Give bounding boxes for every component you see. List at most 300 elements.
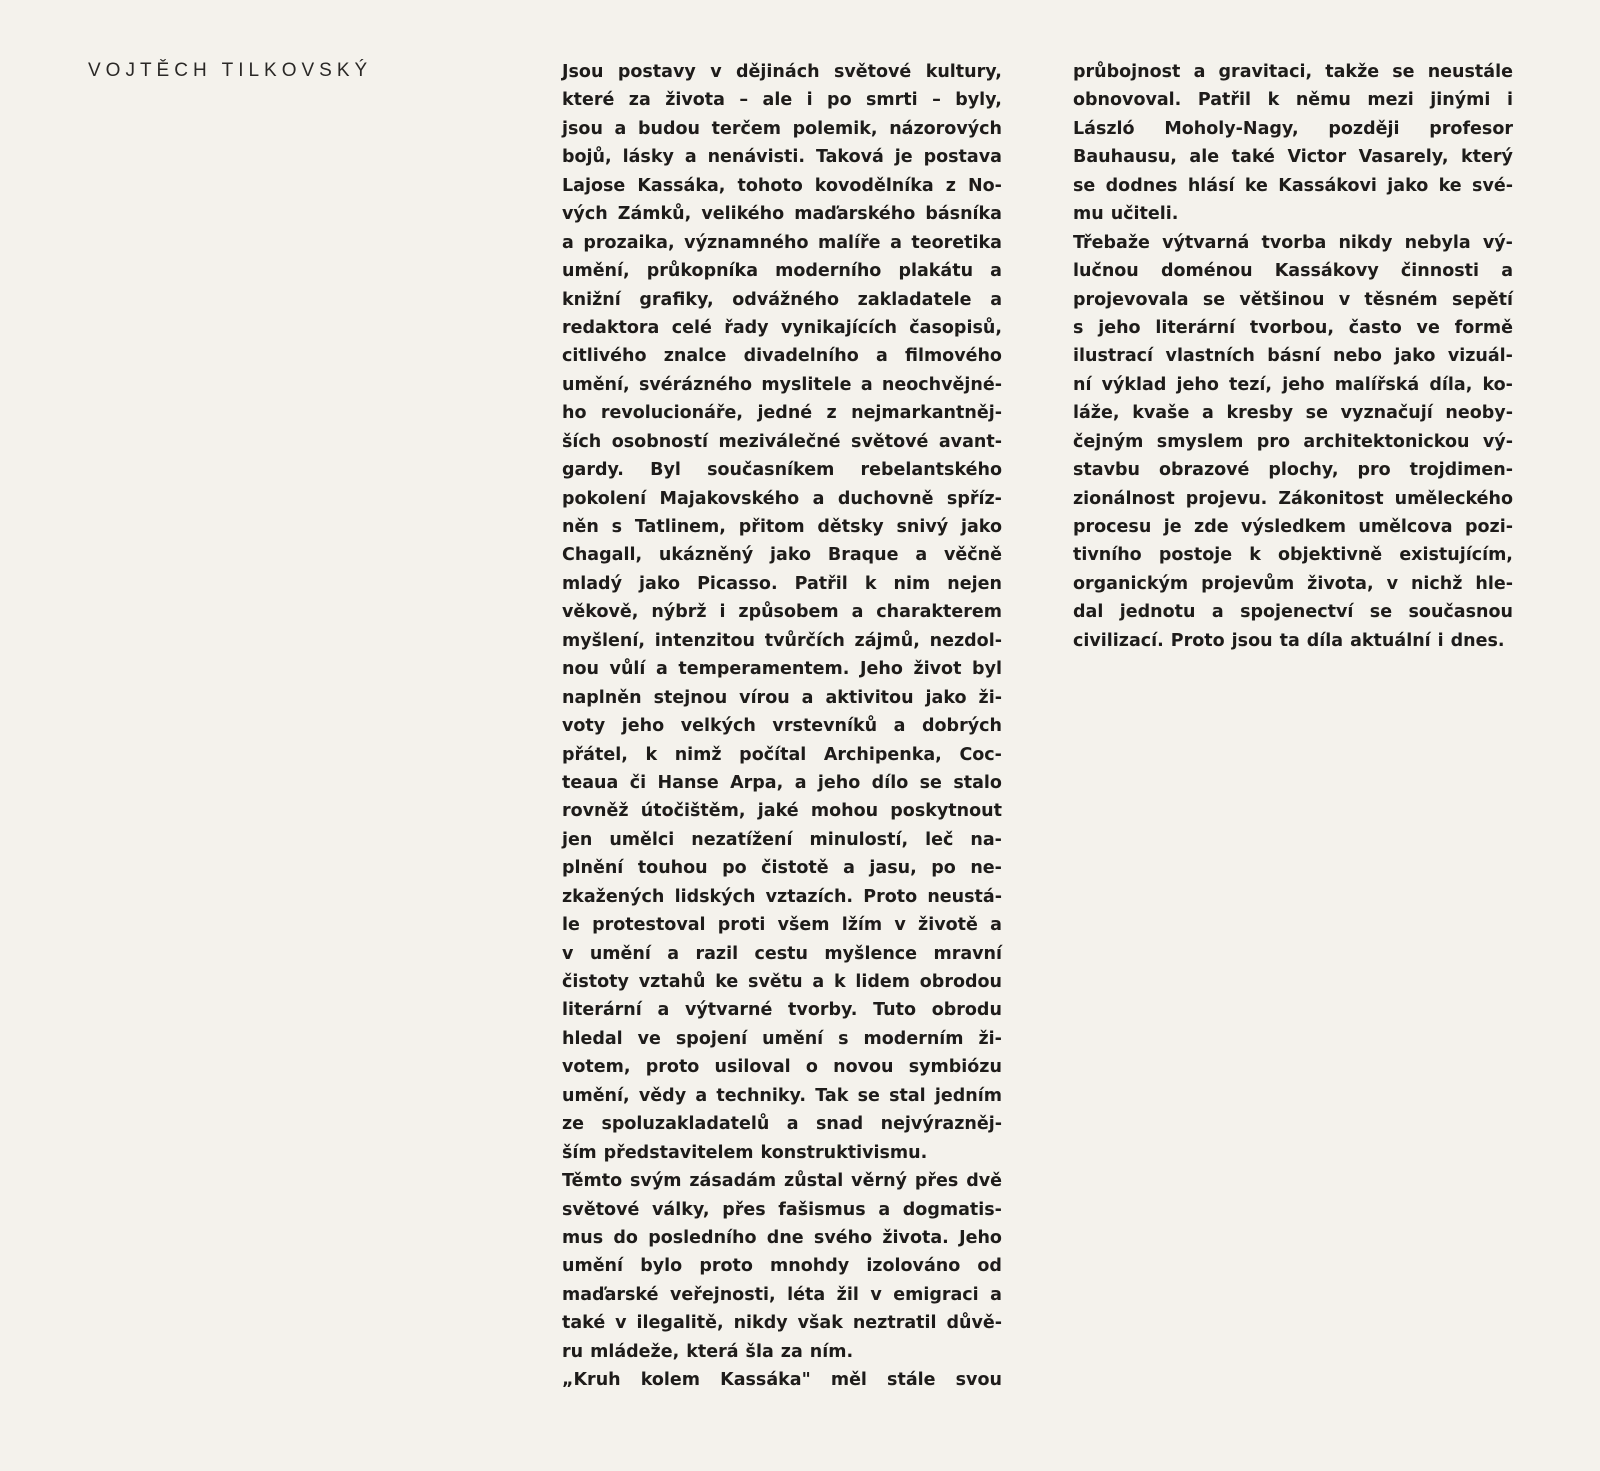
word: věkově, — [562, 602, 639, 623]
word: izolováno — [866, 1256, 961, 1277]
word: vyznačují — [1340, 403, 1433, 424]
word: současníkem — [707, 460, 835, 481]
word: revolucionáře, — [600, 403, 744, 424]
word: svého — [813, 1227, 873, 1248]
word: jeho — [1098, 317, 1141, 338]
word: zkažených — [562, 886, 665, 907]
word: lidem — [855, 972, 910, 992]
word: čistotě — [761, 858, 829, 879]
word: který — [1461, 147, 1513, 168]
word: redaktora — [562, 317, 660, 338]
word: neochvějné- — [881, 374, 1002, 395]
word: Majakovského — [659, 488, 800, 509]
word: ži- — [978, 1028, 1002, 1049]
word: se — [1305, 403, 1328, 424]
word: nimž — [674, 744, 722, 765]
word: zionálnost — [1073, 488, 1175, 509]
word: Jeho — [959, 1227, 1002, 1248]
word: vztazích. — [765, 886, 854, 907]
word: mohou — [810, 801, 879, 822]
text-line — [1073, 286, 1513, 314]
word: cestu — [754, 943, 808, 964]
word: Těmto — [562, 1171, 623, 1192]
word: a — [843, 858, 855, 879]
word: však — [797, 1313, 843, 1334]
word: posledního — [648, 1227, 757, 1248]
word: trojdimen- — [1409, 460, 1513, 481]
word: jsou — [1231, 630, 1273, 651]
word: se — [1392, 62, 1415, 82]
word: a — [1193, 62, 1206, 82]
word: jako — [960, 517, 1002, 537]
word: a — [562, 232, 574, 253]
word: a — [812, 488, 825, 509]
word: filmového — [904, 346, 1002, 367]
word: nezdol- — [929, 630, 1002, 651]
word: a — [801, 687, 814, 708]
word: jako — [1394, 346, 1436, 367]
word: které — [562, 90, 615, 111]
word: díla — [1306, 630, 1344, 651]
word: a — [990, 915, 1002, 936]
word: k — [1267, 90, 1280, 111]
word: snad — [815, 1114, 864, 1135]
text-line — [1073, 541, 1513, 569]
word: neustále — [1427, 62, 1513, 82]
text-line — [562, 115, 1002, 143]
word: výtvarná — [1162, 232, 1250, 253]
word: mezi — [1367, 90, 1414, 111]
word: své- — [1472, 175, 1513, 196]
word: gardy. — [562, 460, 624, 481]
text-line — [1073, 570, 1513, 598]
word: emigraci — [893, 1284, 979, 1305]
word: Tak — [815, 1085, 849, 1106]
word: učiteli. — [1110, 204, 1179, 225]
word: malíře — [818, 232, 881, 253]
word: a — [614, 118, 627, 139]
word: postoje — [1158, 545, 1233, 566]
text-line — [1073, 115, 1513, 143]
text-line — [1073, 86, 1513, 114]
word: a — [656, 659, 668, 680]
word: vých — [562, 204, 608, 225]
word: jeho — [621, 716, 665, 737]
word: Tuto — [873, 1000, 917, 1021]
text-line — [562, 257, 1002, 285]
word: stále — [887, 1370, 936, 1391]
word: ve — [637, 1028, 661, 1049]
word: činnosti — [1400, 261, 1480, 282]
word: a — [667, 943, 680, 964]
word: ke — [1438, 175, 1462, 196]
word: mnohdy — [770, 1256, 850, 1277]
word: pro — [1357, 460, 1391, 481]
word: ilustrací — [1073, 346, 1154, 367]
word: snivý — [896, 517, 949, 537]
word: Patřil — [794, 573, 848, 594]
word: projevu. — [1185, 488, 1268, 509]
text-line — [562, 342, 1002, 370]
word: spojenectví — [1240, 602, 1354, 623]
word: znalce — [663, 346, 727, 367]
text-line — [562, 769, 1002, 797]
word: čistoty — [562, 972, 629, 992]
word: Arpa, — [730, 772, 784, 793]
word: životě — [918, 915, 978, 936]
word: Kassáka, — [637, 175, 726, 196]
word: a — [1202, 403, 1214, 424]
word: lučnou — [1073, 261, 1139, 282]
word: měl — [830, 1370, 867, 1391]
word: která — [686, 1341, 739, 1362]
word: ke — [1244, 175, 1268, 196]
word: vlastních — [1165, 346, 1255, 367]
word: myšlení, — [562, 630, 646, 651]
word: Picasso. — [697, 573, 778, 594]
word: šla — [745, 1341, 774, 1362]
word: nezatížení — [691, 829, 793, 850]
text-line — [562, 1224, 1002, 1252]
word: přes — [914, 1171, 959, 1192]
word: básní — [1267, 346, 1321, 367]
word: ve — [1416, 317, 1440, 338]
word: László — [1073, 118, 1135, 139]
word: maďarského — [794, 204, 916, 225]
word: le — [562, 915, 580, 936]
word: plakátu — [898, 261, 974, 282]
word: jeho — [817, 772, 861, 793]
word: s — [838, 1028, 849, 1049]
word: celé — [671, 317, 712, 338]
word: neoby- — [1445, 403, 1513, 424]
word: ne- — [970, 858, 1002, 879]
text-line — [562, 1053, 1002, 1081]
text-line — [562, 1139, 1002, 1167]
word: významného — [684, 232, 809, 253]
text-line — [562, 883, 1002, 911]
word: veřejnosti, — [669, 1284, 776, 1305]
word: i — [1437, 630, 1444, 651]
word: projevům — [1201, 573, 1295, 594]
word: často — [1348, 317, 1402, 338]
word: do — [613, 1227, 638, 1248]
word: kresby — [1226, 403, 1293, 424]
word: i — [1506, 90, 1513, 111]
word: z — [826, 403, 837, 424]
word: a — [893, 716, 906, 737]
text-line — [1073, 371, 1513, 399]
text-line — [562, 1196, 1002, 1224]
word: a — [990, 289, 1002, 310]
text-line — [1073, 172, 1513, 200]
word: ta — [1279, 630, 1300, 651]
word: osobností — [611, 431, 708, 452]
text-line — [562, 513, 1002, 541]
word: Zámků, — [617, 204, 692, 225]
word: stalo — [953, 772, 1002, 793]
word: a — [684, 147, 697, 168]
word: v — [894, 915, 906, 936]
word: Tatlinem, — [634, 517, 726, 537]
text-line — [562, 485, 1002, 513]
word: díla, — [1429, 374, 1473, 395]
text-line — [562, 1281, 1002, 1309]
text-line — [562, 1252, 1002, 1280]
word: přátel, — [562, 744, 628, 765]
word: po — [722, 858, 747, 879]
text-line — [562, 86, 1002, 114]
word: se — [857, 1085, 880, 1106]
word: průbojnost — [1073, 62, 1181, 82]
word: k — [833, 972, 846, 992]
word: výtvarné — [684, 1000, 773, 1021]
word: světu — [748, 972, 803, 992]
word: s — [1073, 317, 1084, 338]
word: láže, — [1073, 403, 1120, 424]
word: ilegalitě, — [636, 1313, 724, 1334]
word: jen — [562, 829, 593, 850]
word: ukázněný — [658, 545, 754, 566]
word: s — [611, 517, 623, 537]
word: života — [665, 90, 725, 111]
word: grafiky, — [639, 289, 714, 310]
text-line — [562, 456, 1002, 484]
word: postava — [923, 147, 1002, 168]
word: Zákonitost — [1278, 488, 1384, 509]
word: v — [1386, 573, 1398, 594]
word: se — [1202, 289, 1226, 310]
word: divadelního — [743, 346, 859, 367]
word: bojů, — [562, 147, 612, 168]
word: umění — [589, 943, 651, 964]
word: jasu, — [869, 858, 917, 879]
word: projevovala — [1073, 289, 1189, 310]
word: jedním — [934, 1085, 1002, 1106]
word: jako — [925, 687, 967, 708]
text-line — [562, 314, 1002, 342]
word: hledal — [562, 1028, 623, 1049]
word: umění, — [562, 1085, 630, 1106]
word: uměleckého — [1394, 488, 1513, 509]
text-line — [562, 655, 1002, 683]
word: naplněn — [562, 687, 642, 708]
word: a — [794, 772, 807, 793]
word: později — [1328, 118, 1400, 139]
word: vírou — [739, 687, 790, 708]
word: proti — [717, 915, 766, 936]
word: polemik, — [792, 118, 878, 139]
word: v — [870, 1284, 882, 1305]
word: jinými — [1430, 90, 1491, 111]
word: jednotu — [1119, 602, 1196, 623]
word: votem, — [562, 1057, 631, 1078]
word: ke — [715, 972, 739, 992]
word: aktivitou — [825, 687, 914, 708]
word: spříz- — [946, 488, 1002, 509]
word: literární — [562, 1000, 642, 1021]
word: poskytnout — [890, 801, 1002, 822]
word: světové — [833, 62, 912, 82]
word: přes — [722, 1199, 766, 1220]
word: k — [1249, 545, 1261, 566]
word: jako — [639, 573, 681, 594]
text-line — [562, 172, 1002, 200]
word: jaké — [757, 801, 799, 822]
word: Braque — [827, 545, 899, 566]
word: spojení — [675, 1028, 748, 1049]
text-line — [562, 541, 1002, 569]
word: neustá- — [927, 886, 1002, 907]
word: smrti — [866, 90, 918, 111]
word: v — [710, 62, 722, 82]
word: doménou — [1160, 261, 1253, 282]
word: Vasarely, — [1358, 147, 1449, 168]
word: od — [977, 1256, 1002, 1277]
word: nenávisti. — [707, 147, 805, 168]
text-line — [1073, 428, 1513, 456]
word: jako — [1387, 175, 1429, 196]
word: – — [739, 90, 749, 111]
text-line — [562, 399, 1002, 427]
word: zájmů, — [854, 630, 920, 651]
word: přitom — [738, 517, 805, 537]
text-column-right — [1073, 58, 1513, 655]
word: nýbrž — [651, 602, 707, 623]
text-line — [562, 428, 1002, 456]
text-line — [1073, 314, 1513, 342]
word: a — [860, 374, 873, 395]
word: zde — [1194, 517, 1229, 537]
word: Patřil — [1197, 90, 1252, 111]
word: výklad — [1101, 374, 1167, 395]
word: touhou — [637, 858, 708, 879]
word: Bauhausu, — [1073, 147, 1177, 168]
word: konstruktivismu. — [760, 1142, 928, 1163]
word: mu — [1073, 204, 1104, 225]
word: svérázného — [638, 374, 753, 395]
word: ru — [562, 1341, 584, 1362]
word: tivního — [1073, 545, 1142, 566]
word: po — [931, 858, 956, 879]
word: voty — [562, 716, 606, 737]
word: k — [645, 744, 658, 765]
word: či — [629, 772, 647, 793]
word: vý- — [1482, 431, 1513, 452]
word: způsobem — [738, 602, 839, 623]
text-line — [562, 854, 1002, 882]
word: citlivého — [562, 346, 647, 367]
word: vědy — [638, 1085, 687, 1106]
word: jeho — [1282, 374, 1325, 395]
text-line — [562, 712, 1002, 740]
word: básníka — [925, 204, 1002, 225]
word: obnovoval. — [1073, 90, 1182, 111]
word: Jeho — [860, 659, 903, 680]
word: a — [812, 972, 825, 992]
word: nejvýrazněj- — [880, 1114, 1002, 1135]
word: kultury, — [925, 62, 1002, 82]
word: architektonickou — [1303, 431, 1470, 452]
word: – — [932, 90, 941, 111]
word: lásky — [622, 147, 674, 168]
word: umění, — [562, 261, 630, 282]
text-line — [562, 627, 1002, 655]
word: Proto — [863, 886, 918, 907]
word: jako — [770, 545, 812, 566]
word: tohoto — [737, 175, 803, 196]
word: ze — [562, 1114, 585, 1135]
word: Třebaže — [1073, 232, 1150, 253]
word: kovodělníka — [814, 175, 934, 196]
word: vizuál- — [1447, 346, 1513, 367]
word: věčně — [943, 545, 1002, 566]
word: nikdy — [733, 1313, 788, 1334]
word: duchovně — [837, 488, 934, 509]
word: dodnes — [1105, 175, 1178, 196]
word: nikdy — [1338, 232, 1393, 253]
word: ale — [1189, 147, 1220, 168]
word: meziválečné — [718, 431, 841, 452]
word: umění — [762, 1028, 824, 1049]
word: život — [913, 659, 962, 680]
word: usiloval — [714, 1057, 791, 1078]
word: Coc- — [959, 744, 1002, 765]
word: rebelantského — [860, 460, 1002, 481]
word: existujícím, — [1399, 545, 1513, 566]
word: dějinách — [736, 62, 820, 82]
word: gravitaci, — [1218, 62, 1313, 82]
text-line — [1073, 229, 1513, 257]
word: dobrých — [922, 716, 1002, 737]
text-line — [1073, 399, 1513, 427]
word: kvaše — [1132, 403, 1190, 424]
word: těsném — [1364, 289, 1438, 310]
word: Kassákovi — [1278, 175, 1377, 196]
word: mravní — [933, 943, 1002, 964]
word: malířská — [1334, 374, 1420, 395]
word: a — [990, 261, 1002, 282]
text-line — [562, 968, 1002, 996]
word: myšlence — [824, 943, 918, 964]
text-line — [562, 684, 1002, 712]
text-column-middle — [562, 58, 1002, 1395]
word: všem — [777, 915, 830, 936]
word: dvě — [966, 1171, 1002, 1192]
word: života. — [882, 1227, 949, 1248]
word: leč — [925, 829, 954, 850]
text-line — [1073, 598, 1513, 626]
word: pro — [1256, 431, 1290, 452]
word: intenzitou — [654, 630, 755, 651]
word: čejným — [1073, 431, 1144, 452]
word: a — [1211, 602, 1224, 623]
word: je — [1163, 517, 1182, 537]
text-line — [1073, 200, 1513, 228]
word: jsou — [562, 118, 603, 139]
word: dne — [766, 1227, 804, 1248]
word: zakladatele — [857, 289, 972, 310]
word: velikého — [701, 204, 785, 225]
word: ším — [562, 1142, 597, 1163]
text-line — [1073, 627, 1513, 655]
word: zásadám — [689, 1171, 777, 1192]
word: charakterem — [876, 602, 1002, 623]
text-line — [562, 143, 1002, 171]
word: hle- — [1475, 573, 1513, 594]
word: formě — [1454, 317, 1513, 338]
word: za — [628, 90, 651, 111]
